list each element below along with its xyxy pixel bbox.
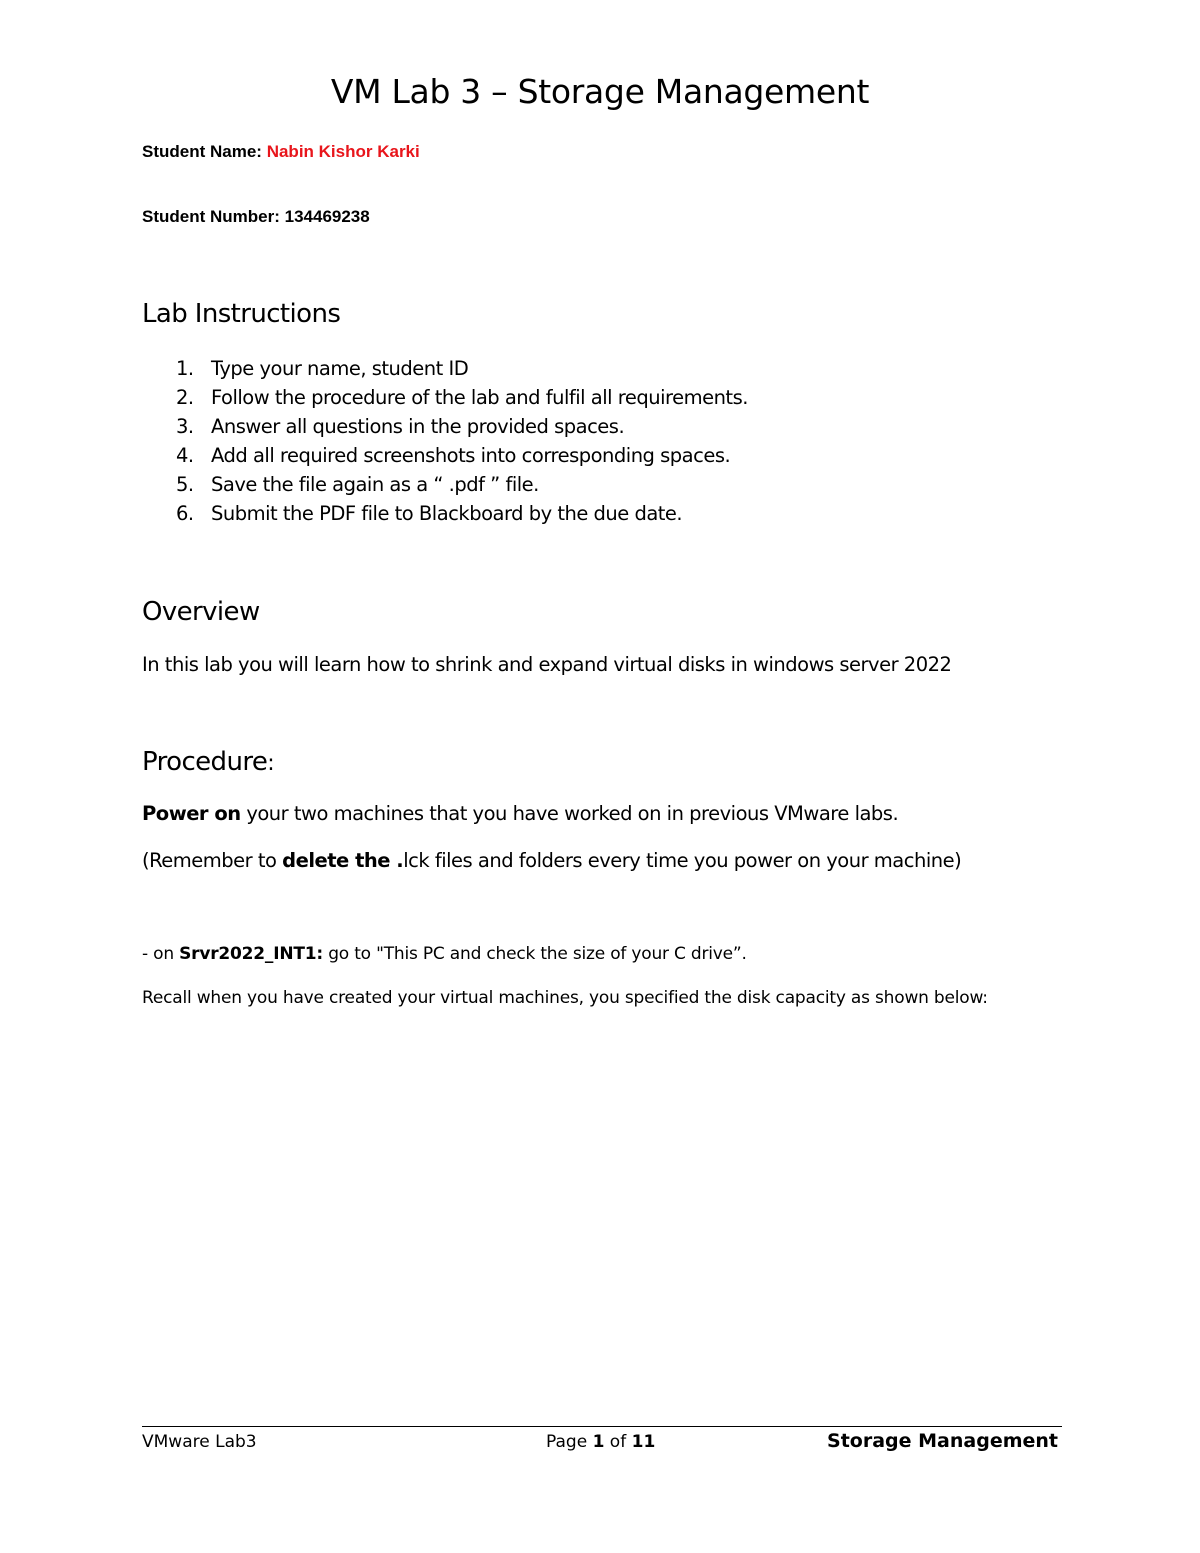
list-item: 3. Answer all questions in the provided spaces. bbox=[176, 415, 625, 438]
list-item: 2. Follow the procedure of the lab and fulfil all requirements. bbox=[176, 386, 748, 409]
step-paragraph: - on Srvr2022_INT1: go to "This PC and check the size of your C drive”. bbox=[142, 944, 747, 964]
student-name-line bbox=[142, 142, 420, 162]
power-on-paragraph: Power on your two machines that you have worked on in previous VMware labs. bbox=[142, 802, 899, 825]
remember-paragraph: (Remember to delete the .lck files and folders every time you power on your machine) bbox=[142, 849, 962, 872]
procedure-heading: Procedure: bbox=[142, 747, 275, 777]
list-item: 4. Add all required screenshots into corresponding spaces. bbox=[176, 444, 731, 467]
overview-heading: Overview bbox=[142, 597, 260, 627]
student-number-line bbox=[142, 207, 370, 227]
footer-page-number: Page 1 of 11 bbox=[546, 1432, 656, 1452]
list-item: 5. Save the file again as a “ .pdf ” file. bbox=[176, 473, 539, 496]
footer-left: VMware Lab3 bbox=[142, 1432, 257, 1452]
page-title: VM Lab 3 – Storage Management bbox=[330, 72, 870, 111]
student-name-label: Student Name: bbox=[142, 142, 262, 161]
list-item: 1. Type your name, student ID bbox=[176, 357, 469, 380]
footer-right: Storage Management bbox=[827, 1430, 1058, 1452]
footer-divider bbox=[142, 1426, 1062, 1427]
student-number-label: Student Number: bbox=[142, 207, 280, 226]
student-name-value: Nabin Kishor Karki bbox=[266, 142, 420, 161]
overview-text: In this lab you will learn how to shrink and expand virtual disks in windows server 2022 bbox=[142, 653, 952, 676]
lab-instructions-heading: Lab Instructions bbox=[142, 299, 341, 329]
recall-paragraph: Recall when you have created your virtual machines, you specified the disk capacity as shown below: bbox=[142, 988, 988, 1008]
instructions-list bbox=[142, 354, 748, 528]
student-number-value: 134469238 bbox=[284, 207, 370, 226]
list-item: 6. Submit the PDF file to Blackboard by the due date. bbox=[176, 502, 683, 525]
